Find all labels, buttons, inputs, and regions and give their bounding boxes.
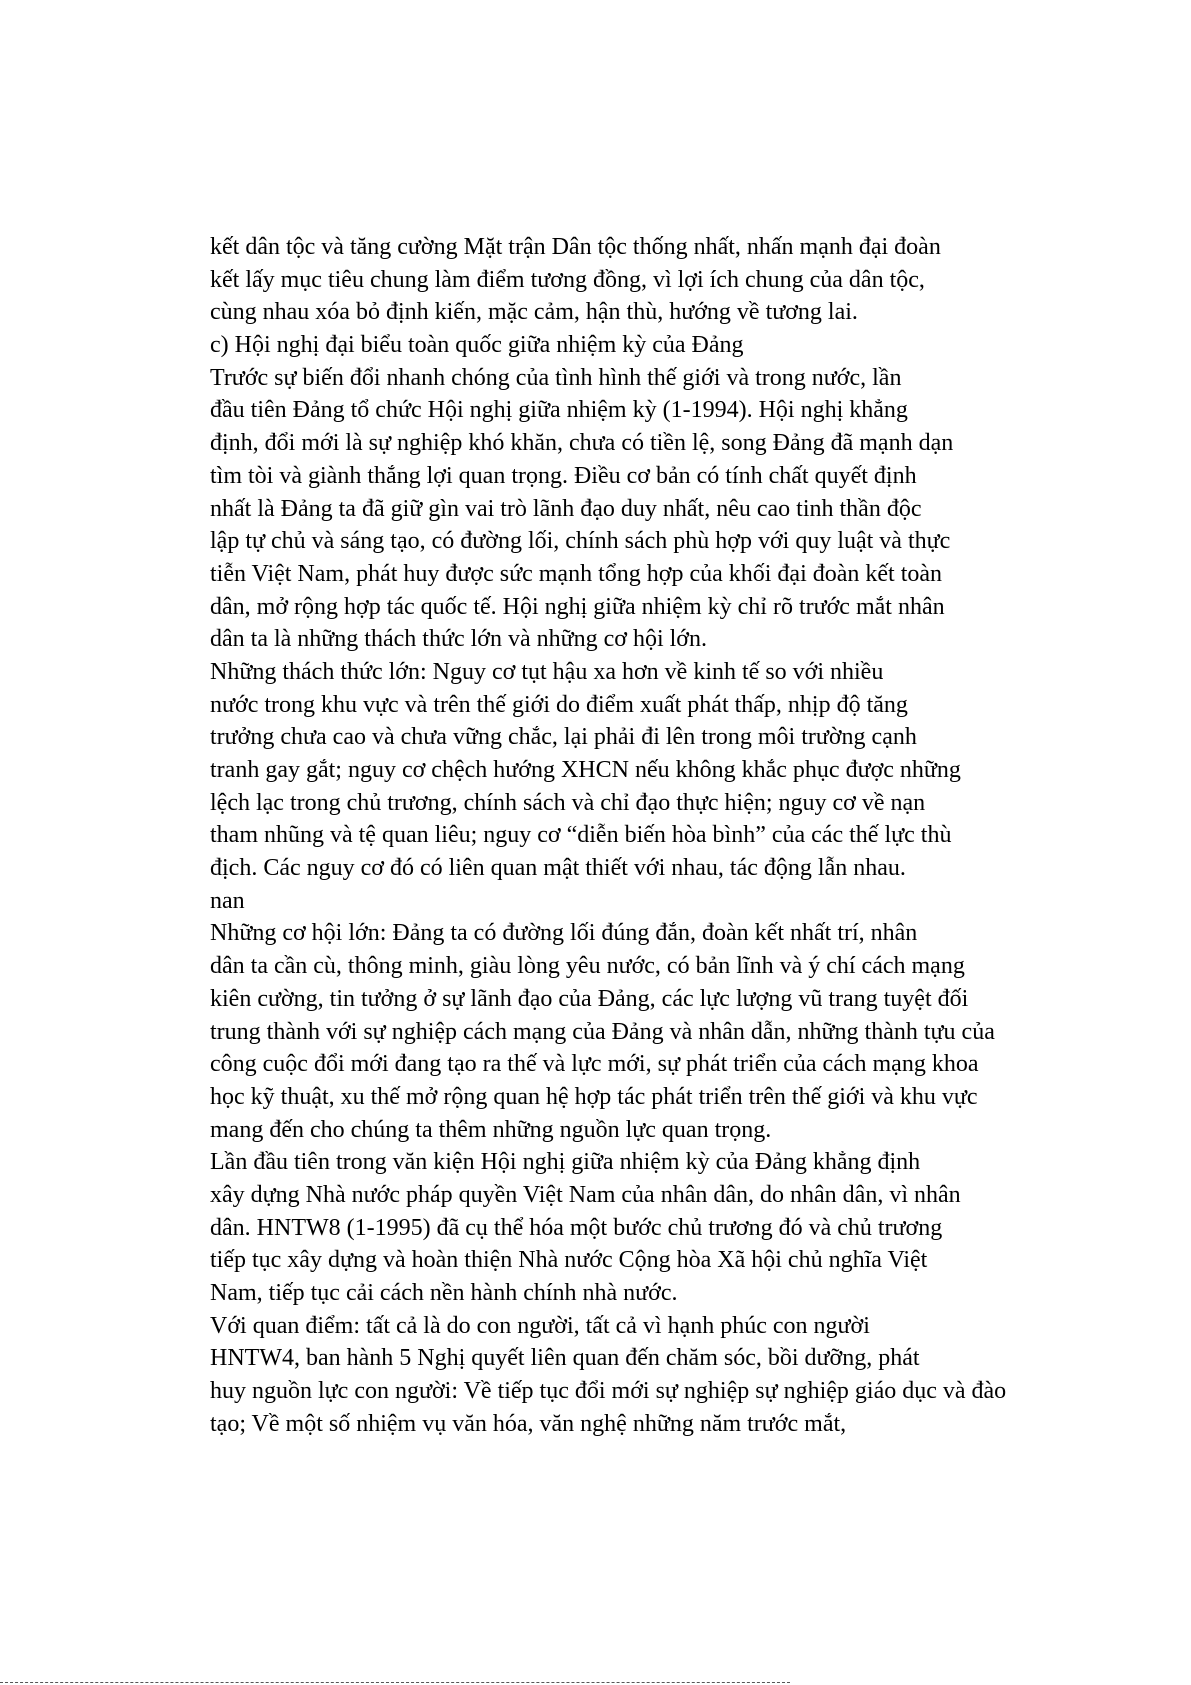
text-line: lập tự chủ và sáng tạo, có đường lối, chính sách phù hợp với quy luật và thực [210,528,951,555]
text-line: kết dân tộc và tăng cường Mặt trận Dân tộc thống nhất, nhấn mạnh đại đoàn [210,234,941,260]
text-line: tiếp tục xây dựng và hoàn thiện Nhà nước Cộng hòa Xã hội chủ nghĩa Việt [210,1247,928,1274]
text-line: tranh gay gắt; nguy cơ chệch hướng XHCN nếu không khắc phục được những [210,757,961,783]
text-line: dân, mở rộng hợp tác quốc tế. Hội nghị giữa nhiệm kỳ chỉ rõ trước mắt nhân [210,593,945,620]
text-line: nan [210,887,245,914]
text-line: tạo; Về một số nhiệm vụ văn hóa, văn nghệ những năm trước mắt, [210,1410,847,1437]
text-line: tham nhũng và tệ quan liêu; nguy cơ “diễn biến hòa bình” của các thế lực thù [210,822,952,849]
text-line: Những cơ hội lớn: Đảng ta có đường lối đúng đắn, đoàn kết nhất trí, nhân [210,920,918,947]
text-line: địch. Các nguy cơ đó có liên quan mật thiết với nhau, tác động lẫn nhau. [210,855,906,882]
page-bottom-divider [0,1682,790,1683]
text-line: dân ta là những thách thức lớn và những cơ hội lớn. [210,626,707,653]
text-line: dân ta cần cù, thông minh, giàu lòng yêu nước, có bản lĩnh và ý chí cách mạng [210,953,965,980]
text-line: xây dựng Nhà nước pháp quyền Việt Nam của nhân dân, do nhân dân, vì nhân [210,1181,961,1208]
text-line: nhất là Đảng ta đã giữ gìn vai trò lãnh đạo duy nhất, nêu cao tinh thần độc [210,495,922,522]
text-line: học kỹ thuật, xu thế mở rộng quan hệ hợp tác phát triển trên thế giới và khu vực [210,1083,978,1110]
text-line: đầu tiên Đảng tổ chức Hội nghị giữa nhiệm kỳ (1-1994). Hội nghị khẳng [210,397,908,424]
text-line: kết lấy mục tiêu chung làm điểm tương đồng, vì lợi ích chung của dân tộc, [210,266,925,293]
text-line: trung thành với sự nghiệp cách mạng của Đảng và nhân dẫn, những thành tựu của [210,1018,995,1045]
section-heading: c) Hội nghị đại biểu toàn quốc giữa nhiệm kỳ của Đảng [210,332,744,359]
text-line: huy nguồn lực con người: Về tiếp tục đổi mới sự nghiệp sự nghiệp giáo dục và đào [210,1378,1007,1405]
text-line: Với quan điểm: tất cả là do con người, tất cả vì hạnh phúc con người [210,1312,870,1339]
text-line: kiên cường, tin tưởng ở sự lãnh đạo của Đảng, các lực lượng vũ trang tuyệt đối [210,985,969,1012]
text-line: dân. HNTW8 (1-1995) đã cụ thể hóa một bước chủ trương đó và chủ trương [210,1214,943,1241]
text-line: HNTW4, ban hành 5 Nghị quyết liên quan đến chăm sóc, bồi dưỡng, phát [210,1345,920,1372]
document-body [210,231,1110,1440]
text-line: nước trong khu vực và trên thế giới do điểm xuất phát thấp, nhịp độ tăng [210,691,908,718]
text-line: cùng nhau xóa bỏ định kiến, mặc cảm, hận thù, hướng về tương lai. [210,299,858,326]
text-line: công cuộc đổi mới đang tạo ra thế và lực mới, sự phát triển của cách mạng khoa [210,1051,979,1078]
text-line: Trước sự biến đổi nhanh chóng của tình hình thế giới và trong nước, lần [210,364,902,391]
text-line: Những thách thức lớn: Nguy cơ tụt hậu xa hơn về kinh tế so với nhiều [210,658,884,685]
text-line: Lần đầu tiên trong văn kiện Hội nghị giữa nhiệm kỳ của Đảng khẳng định [210,1149,921,1176]
text-line: Nam, tiếp tục cải cách nền hành chính nhà nước. [210,1280,678,1306]
text-line: tiễn Việt Nam, phát huy được sức mạnh tổng hợp của khối đại đoàn kết toàn [210,560,943,587]
text-line: định, đổi mới là sự nghiệp khó khăn, chưa có tiền lệ, song Đảng đã mạnh dạn [210,430,954,457]
text-line: mang đến cho chúng ta thêm những nguồn lực quan trọng. [210,1116,772,1143]
text-line: tìm tòi và giành thắng lợi quan trọng. Điều cơ bản có tính chất quyết định [210,462,917,489]
text-line: lệch lạc trong chủ trương, chính sách và chỉ đạo thực hiện; nguy cơ về nạn [210,789,926,816]
text-line: trưởng chưa cao và chưa vững chắc, lại phải đi lên trong môi trường cạnh [210,724,917,751]
